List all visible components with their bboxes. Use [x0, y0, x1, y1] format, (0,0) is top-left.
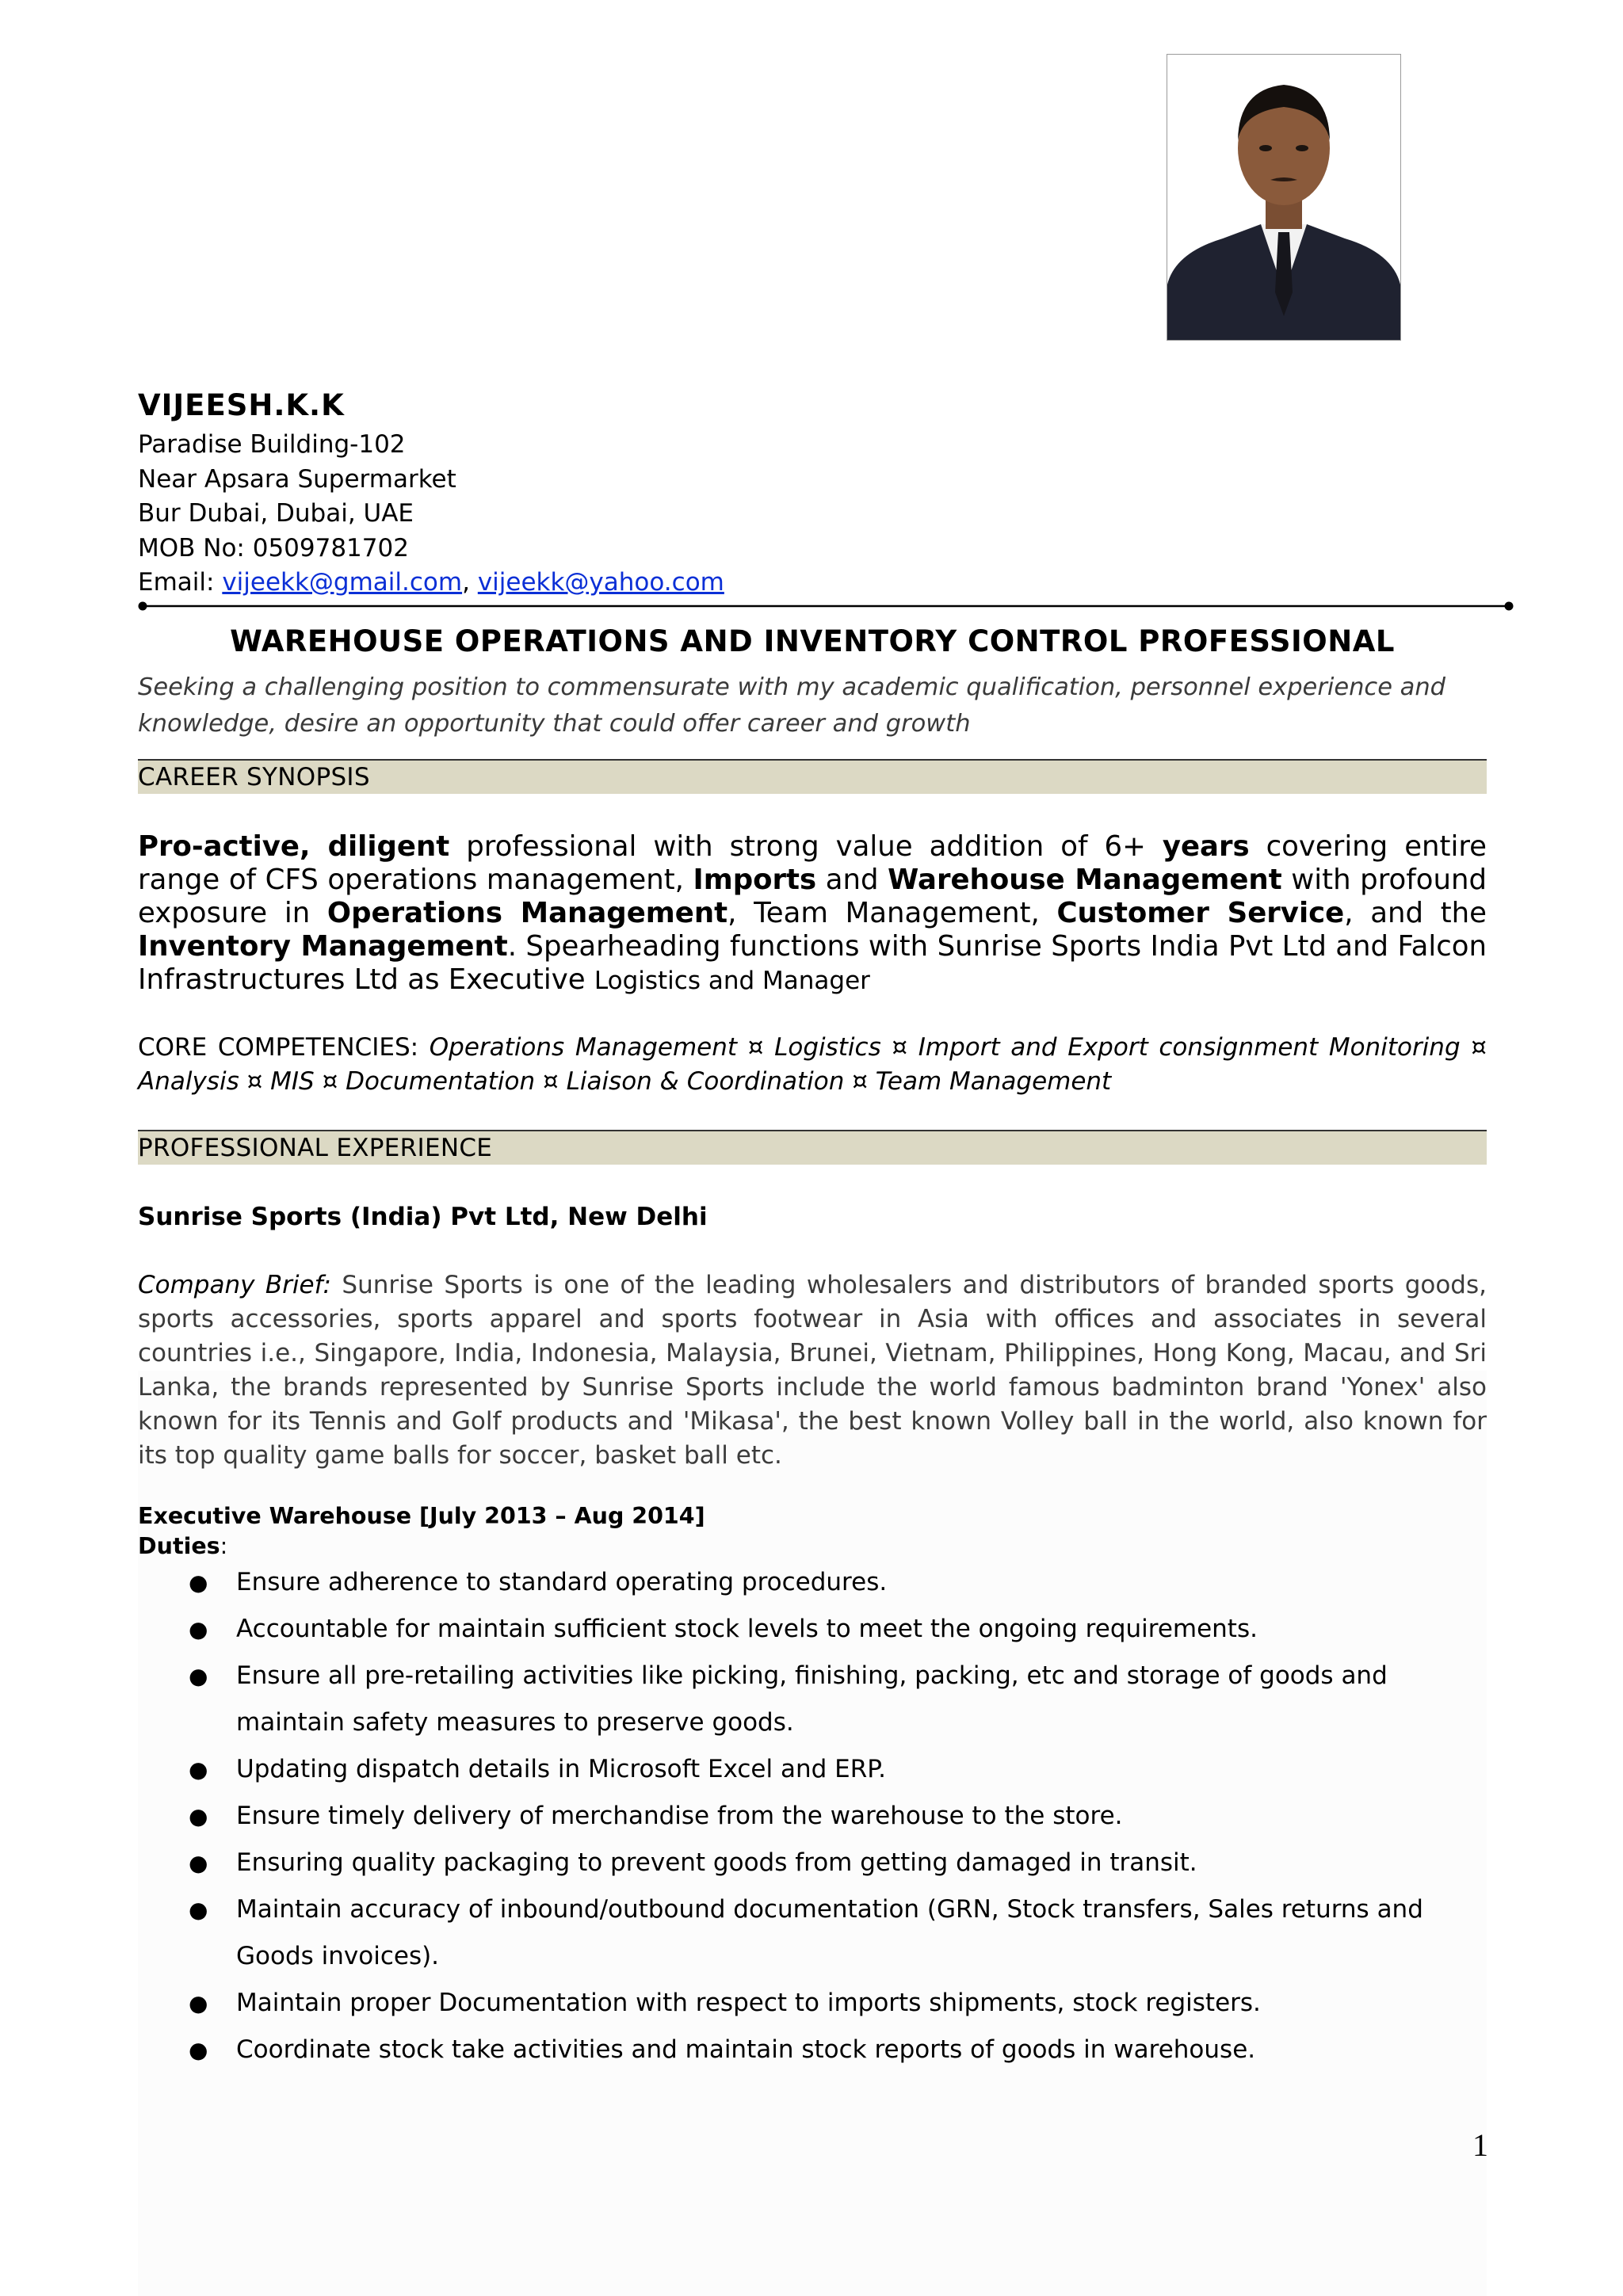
list-item: ● Coordinate stock take activities and maintain stock reports of goods in warehouse. [138, 2027, 1487, 2073]
list-item: ● Maintain proper Documentation with respect to imports shipments, stock registers. [138, 1980, 1487, 2027]
list-item: ● Ensure all pre-retailing activities like picking, finishing, packing, etc and storage of goods and maintain safety measures to preserve goods. [138, 1653, 1487, 1746]
list-item: ● Maintain accuracy of inbound/outbound documentation (GRN, Stock transfers, Sales returns and Goods invoices). [138, 1886, 1487, 1980]
header-divider [138, 601, 1514, 612]
section-heading-professional-experience: PROFESSIONAL EXPERIENCE [138, 1130, 1487, 1165]
bullet-icon: ● [189, 1756, 208, 1783]
email-label: Email: [138, 568, 223, 597]
core-competencies-label: CORE COMPETENCIES: [138, 1033, 430, 1062]
career-objective: Seeking a challenging position to commensurate with my academic qualification, personnel experience and knowledge, desire an opportunity that could offer career and growth [138, 673, 1446, 738]
bullet-icon: ● [189, 1663, 208, 1689]
list-item: ● Ensuring quality packaging to prevent goods from getting damaged in transit. [138, 1840, 1487, 1886]
email-link-yahoo[interactable]: vijeekk@yahoo.com [477, 568, 724, 597]
core-competencies-items: Operations Management ¤ Logistics ¤ Import and Export consignment Monitoring ¤ Analysis ¤ MIS ¤ Documentation ¤ Liaison & Coordination ¤ Team Management [138, 1033, 1487, 1096]
email-link-gmail[interactable]: vijeekk@gmail.com [222, 568, 463, 597]
email-line [138, 566, 724, 601]
bullet-icon: ● [189, 1616, 208, 1642]
bullet-icon: ● [189, 1897, 208, 1923]
company-brief-text: Sunrise Sports is one of the leading wholesalers and distributors of branded sports goods, sports accessories, sports apparel and sports footwear in Asia with offices and associates in several countries i.e., Singapore, India, Indonesia, Malaysia, Brunei, Vietnam, Philippines, Hong Kong, Macau, and Sri Lanka, the brands represented by Sunrise Sports include the world famous badminton brand 'Yonex' also known for its Tennis and Golf products and 'Mikasa', the best known Volley ball in the world, also known for its top quality game balls for soccer, basket ball etc. [138, 1271, 1487, 1470]
list-item: ● Ensure adherence to standard operating procedures. [138, 1559, 1487, 1606]
duties-heading: Duties: [138, 1533, 228, 1559]
list-item: ● Updating dispatch details in Microsoft Excel and ERP. [138, 1746, 1487, 1793]
bullet-icon: ● [189, 1803, 208, 1829]
phone-line: MOB No: 0509781702 [138, 533, 409, 563]
list-item: ● Accountable for maintain sufficient stock levels to meet the ongoing requirements. [138, 1606, 1487, 1653]
bullet-icon: ● [189, 1850, 208, 1876]
company-name: Sunrise Sports (India) Pvt Ltd, New Delhi [138, 1203, 708, 1231]
core-competencies [138, 1031, 1487, 1099]
list-item: ● Ensure timely delivery of merchandise from the warehouse to the store. [138, 1793, 1487, 1840]
job-title: Executive Warehouse [July 2013 – Aug 2014] [138, 1503, 705, 1529]
candidate-name: VIJEESH.K.K [138, 388, 345, 422]
bullet-icon: ● [189, 1569, 208, 1596]
company-brief [138, 1268, 1487, 1473]
contact-block [138, 428, 724, 601]
resume-headline: WAREHOUSE OPERATIONS AND INVENTORY CONTROL PROFESSIONAL [230, 624, 1395, 658]
bullet-icon: ● [189, 2037, 208, 2063]
section-heading-career-synopsis: CAREER SYNOPSIS [138, 759, 1487, 794]
career-synopsis-text: Pro-active, diligent professional with strong value addition of 6+ years covering entire range of CFS operations management, Imports and Warehouse Management with profound exposure in Operations Management, Team Management, Customer Service, and the Inventory Management. Spearheading functions with Sunrise Sports India Pvt Ltd and Falcon Infrastructures Ltd as Executive Logistics and Manager [138, 830, 1487, 996]
profile-photo [1167, 54, 1401, 341]
company-brief-label: Company Brief: [138, 1271, 331, 1299]
page-number: 1 [1472, 2127, 1488, 2163]
address-line: Near Apsara Supermarket [138, 464, 456, 494]
email-separator: , [462, 568, 478, 597]
address-line: Paradise Building-102 [138, 430, 406, 459]
address-line: Bur Dubai, Dubai, UAE [138, 499, 414, 528]
duties-list [138, 1559, 1487, 2073]
bullet-icon: ● [189, 1990, 208, 2016]
